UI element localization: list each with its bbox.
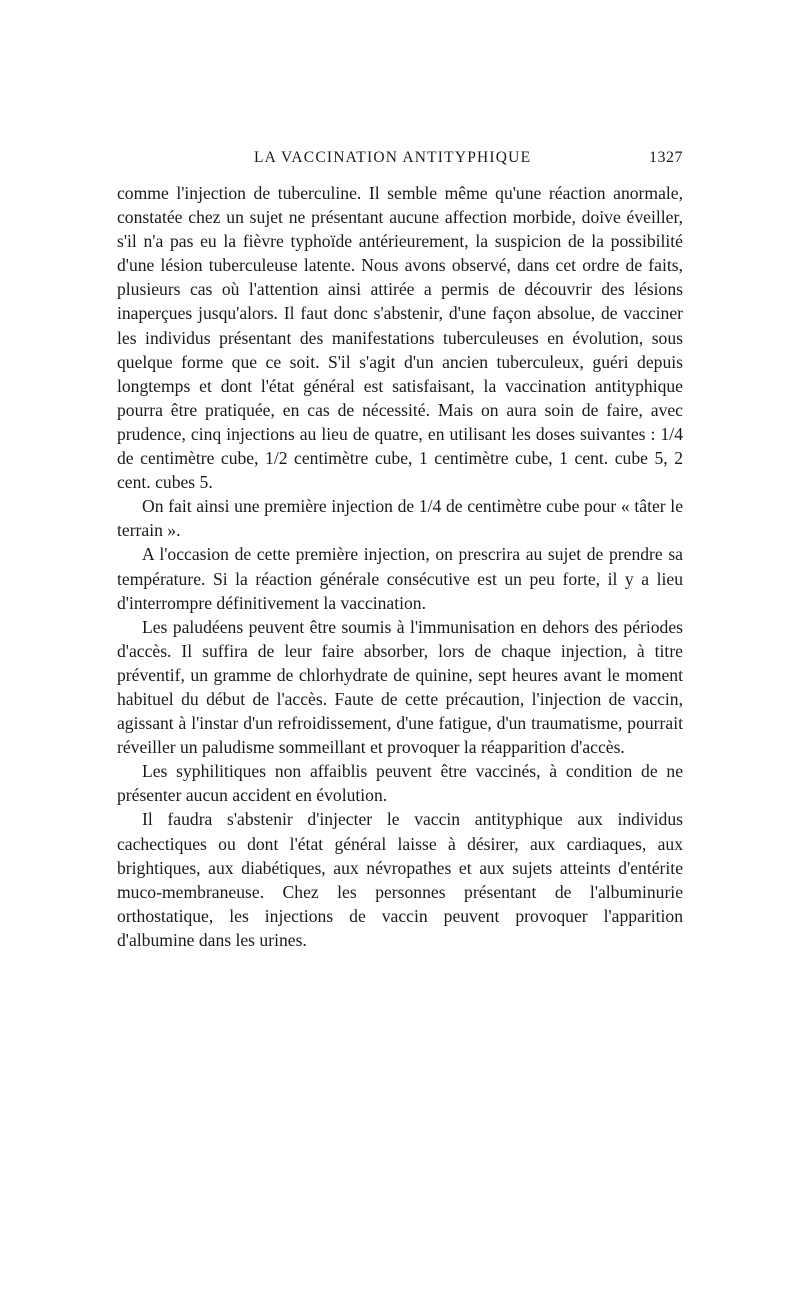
running-title: LA VACCINATION ANTITYPHIQUE: [254, 149, 532, 166]
page-number: 1327: [649, 149, 683, 166]
paragraph-first-injection: On fait ainsi une première injection de 1/4 de centimètre cube pour « tâter le terrain ».: [117, 496, 683, 541]
page-content: [117, 145, 683, 952]
paragraph-syphilitiques: Les syphilitiques non affaiblis peuvent être vaccinés, à condition de ne présenter aucun accident en évolution.: [117, 761, 683, 806]
paragraph-paludeens: Les paludéens peuvent être soumis à l'immunisation en dehors des périodes d'accès. Il suffira de leur faire absorber, lors de chaque injection, à titre préventif, un gramme de chlorhydrate de quinine, sept heures avant le moment habituel du début de l'accès. Faute de cette précaution, l'injection de vaccin, agissant à l'instar d'un refroidissement, d'une fatigue, d'un traumatisme, pourrait réveiller un paludisme sommeillant et provoquer la réapparition d'accès.: [117, 616, 683, 758]
paragraph-temperature: A l'occasion de cette première injection, on prescrira au sujet de prendre sa température. Si la réaction générale consécutive est un peu forte, il y a lieu d'interrompre définitivement la vaccination.: [117, 544, 683, 613]
paragraph-tuberculosis-continuation: comme l'injection de tuberculine. Il semble même qu'une réaction anormale, constatée chez un sujet ne présentant aucune affection morbide, doive éveiller, s'il n'a pas eu la fièvre typhoïde antérieurement, la suspicion de la possibilité d'une lésion tuberculeuse latente. Nous avons observé, dans cet ordre de faits, plusieurs cas où l'attention ainsi attirée a permis de découvrir des lésions inaperçues jusqu'alors. Il faut donc s'abstenir, d'une façon absolue, de vacciner les individus présentant des manifestations tuberculeuses en évolution, sous quelque forme que ce soit. S'il s'agit d'un ancien tuberculeux, guéri depuis longtemps et dont l'état général est satisfaisant, la vaccination antityphique pourra être pratiquée, en cas de nécessité. Mais on aura soin de faire, avec prudence, cinq injections au lieu de quatre, en utilisant les doses suivantes : 1/4 de centimètre cube, 1/2 centimètre cube, 1 centimètre cube, 1 cent. cube 5, 2 cent. cubes 5.: [117, 183, 683, 493]
paragraph-contraindications: Il faudra s'abstenir d'injecter le vaccin antityphique aux individus cachectiques ou dont l'état général laisse à désirer, aux cardiaques, aux brightiques, aux diabétiques, aux névropathes et aux sujets atteints d'entérite muco-membraneuse. Chez les personnes présentant de l'albuminurie orthostatique, les injections de vaccin peuvent provoquer l'apparition d'albumine dans les urines.: [117, 809, 683, 950]
page-header: [117, 145, 683, 171]
body-text: [117, 181, 683, 952]
